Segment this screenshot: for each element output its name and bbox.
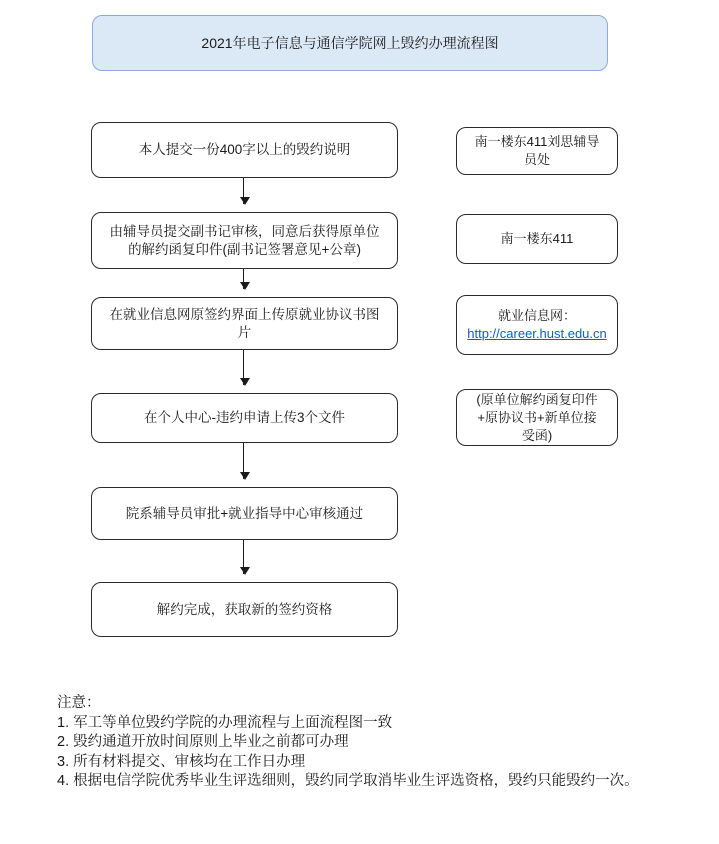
- flow-step-6: [91, 582, 398, 637]
- annotation-career-site: [456, 295, 618, 355]
- flow-arrow-4: [243, 443, 244, 479]
- annotation-counselor-office-label: 南一楼东411刘思辅导员处: [474, 134, 600, 167]
- flow-step-3: [91, 297, 398, 350]
- flow-arrow-5: [243, 540, 244, 574]
- note-item-1: 1. 军工等单位毁约学院的办理流程与上面流程图一致: [57, 714, 393, 731]
- flow-arrow-1: [243, 178, 244, 204]
- flow-step-6-label: 解约完成，获取新的签约资格: [156, 601, 333, 617]
- flow-step-1: [91, 122, 398, 178]
- flowchart-title-box: [92, 15, 608, 71]
- flow-step-3-label: 在就业信息网原签约界面上传原就业协议书图片: [109, 306, 380, 340]
- flow-step-4-label: 在个人中心-违约申请上传3个文件: [143, 410, 345, 425]
- annotation-required-files-label: (原单位解约函复印件+原协议书+新单位接受函): [476, 391, 598, 443]
- annotation-room-411-label: 南一楼东411: [500, 231, 574, 246]
- career-site-link[interactable]: http://career.hust.edu.cn: [467, 326, 607, 341]
- flow-arrow-2: [243, 269, 244, 289]
- flow-arrow-3: [243, 350, 244, 385]
- flow-step-5: [91, 487, 398, 540]
- notes-section: [57, 694, 705, 792]
- flow-step-2: [91, 212, 398, 269]
- note-item-3: 3. 所有材料提交、审核均在工作日办理: [57, 753, 306, 770]
- note-item-4: 4. 根据电信学院优秀毕业生评选细则，毁约同学取消毕业生评选资格，毁约只能毁约一次。: [57, 773, 639, 789]
- annotation-required-files: [456, 389, 618, 446]
- flow-step-4: [91, 393, 398, 443]
- flow-step-2-label: 由辅导员提交副书记审核，同意后获得原单位的解约函复印件(副书记签署意见+公章): [109, 223, 380, 257]
- annotation-career-site-label: 就业信息网：: [497, 308, 576, 323]
- annotation-counselor-office: [456, 127, 618, 175]
- flow-step-5-label: 院系辅导员审批+就业指导中心审核通过: [125, 505, 364, 521]
- note-item-2: 2. 毁约通道开放时间原则上毕业之前都可办理: [57, 734, 349, 750]
- annotation-room-411: [456, 214, 618, 264]
- page-title: 2021年电子信息与通信学院网上毁约办理流程图: [201, 35, 499, 51]
- flow-step-1-label: 本人提交一份400字以上的毁约说明: [138, 142, 351, 157]
- notes-heading: 注意：: [57, 695, 101, 711]
